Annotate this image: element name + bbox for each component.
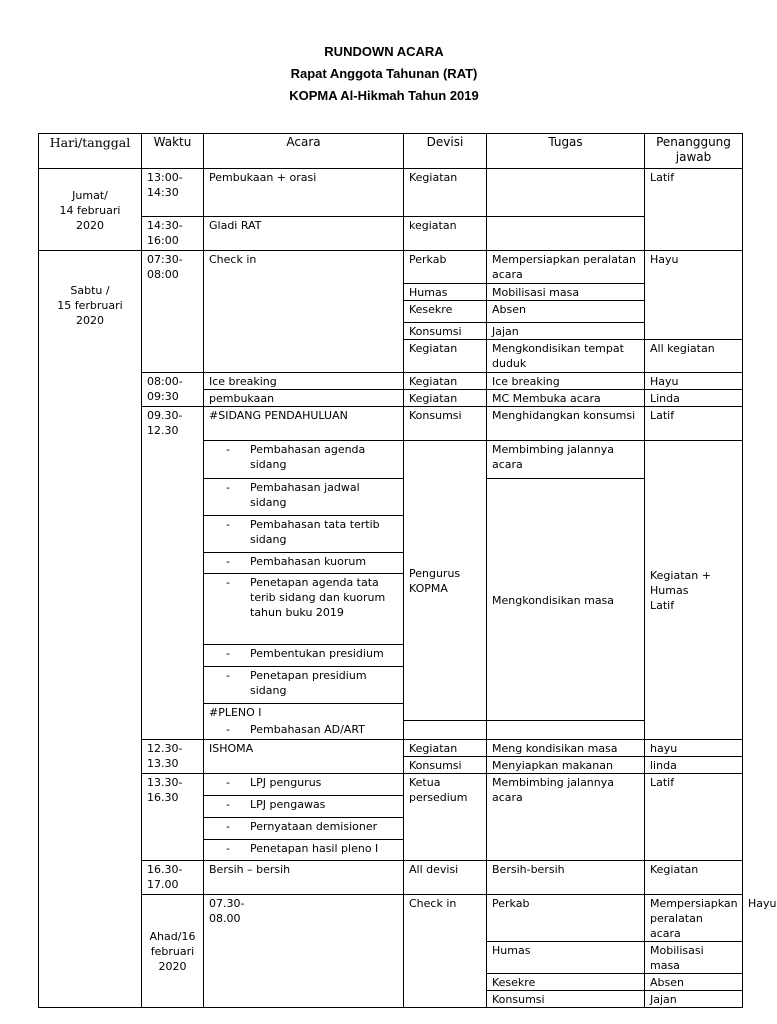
- list-item: [204, 818, 404, 840]
- doc-org-year: KOPMA Al-Hikmah Tahun 2019: [289, 88, 479, 103]
- waktu-cell: 14:30- 16:00: [142, 217, 204, 251]
- waktu-cell: 07:30- 08:00: [142, 251, 204, 373]
- col-header-acara: Acara: [204, 134, 404, 169]
- col-header-hari: Hari/tanggal: [39, 134, 142, 169]
- tugas-cell: Mobilisasi masa: [645, 942, 743, 974]
- devisi-cell: Kegiatan: [404, 340, 487, 373]
- table-row: [39, 169, 743, 217]
- list-item: [204, 516, 404, 553]
- devisi-cell: Konsumsi: [404, 407, 487, 441]
- dash-bullet: -: [226, 555, 230, 568]
- agenda-item-label: Penetapan hasil pleno I: [250, 842, 379, 855]
- devisi-cell: Ketua persedium: [404, 774, 487, 861]
- tugas-cell: Absen: [487, 301, 645, 323]
- tugas-cell: Menghidangkan konsumsi: [487, 407, 645, 441]
- table-row: [39, 407, 743, 441]
- agenda-item-label: Pembahasan kuorum: [250, 555, 367, 568]
- pj-cell: All kegiatan: [645, 340, 743, 373]
- devisi-cell: All devisi: [404, 861, 487, 895]
- devisi-cell: Konsumsi: [487, 991, 645, 1008]
- tugas-cell: Absen: [645, 974, 743, 991]
- tugas-cell: Bersih-bersih: [487, 861, 645, 895]
- agenda-item-label: Pernyataan demisioner: [250, 820, 378, 833]
- tugas-cell: [487, 217, 645, 251]
- table-row: Ahad/16 februari 2020 07.30- 08.00 Check in Perkab Mempersiapkan peralatan acara Hayu: [39, 895, 743, 942]
- devisi-cell: Kegiatan: [404, 373, 487, 390]
- acara-cell: ISHOMA: [204, 740, 404, 774]
- dash-bullet: -: [226, 722, 230, 736]
- dash-bullet: -: [226, 481, 230, 494]
- col-header-devisi: Devisi: [404, 134, 487, 169]
- tugas-cell: Mempersiapkan peralatan acara: [487, 251, 645, 284]
- day-cell: Sabtu / 15 ferbruari 2020: [39, 251, 142, 1008]
- list-item: [204, 574, 404, 645]
- waktu-cell: 08:00- 09:30: [142, 373, 204, 407]
- tugas-cell: Mengkondisikan masa: [487, 479, 645, 721]
- tugas-cell: Membimbing jalannya acara: [487, 774, 645, 861]
- tugas-cell: Mempersiapkan peralatan acara: [645, 895, 743, 942]
- tugas-cell: [487, 721, 645, 740]
- dash-bullet: -: [226, 647, 230, 660]
- devisi-cell: Perkab: [404, 251, 487, 284]
- devisi-cell: [404, 721, 487, 740]
- devisi-cell: Kegiatan: [404, 390, 487, 407]
- rundown-table: [38, 133, 777, 1008]
- dash-bullet: -: [226, 576, 230, 589]
- agenda-item-label: Penetapan presidium sidang: [250, 669, 367, 697]
- acara-cell: Check in: [404, 895, 487, 1008]
- pj-cell: linda: [645, 757, 743, 774]
- table-row: [39, 740, 743, 757]
- agenda-item-label: Pembentukan presidium: [250, 647, 384, 660]
- pj-cell: Hayu: [645, 251, 743, 340]
- pleno-heading: #PLENO I: [204, 704, 404, 721]
- table-row: [39, 373, 743, 390]
- dash-bullet: -: [226, 798, 230, 811]
- waktu-cell: 12.30- 13.30: [142, 740, 204, 774]
- waktu-cell: 09.30- 12.30: [142, 407, 204, 740]
- tugas-cell: [487, 169, 645, 217]
- dash-bullet: -: [226, 443, 230, 456]
- list-item: [204, 840, 404, 861]
- waktu-cell: 07.30- 08.00: [204, 895, 404, 1008]
- waktu-cell: 16.30- 17.00: [142, 861, 204, 895]
- agenda-item-label: Pembahasan jadwal sidang: [250, 481, 360, 509]
- tugas-cell: Mobilisasi masa: [487, 284, 645, 301]
- pj-cell: Latif: [645, 774, 743, 861]
- pj-cell: Linda: [645, 390, 743, 407]
- acara-cell: Pembukaan + orasi: [204, 169, 404, 217]
- day-cell: Ahad/16 februari 2020: [142, 895, 204, 1008]
- devisi-cell: Pengurus KOPMA: [404, 441, 487, 721]
- dash-bullet: -: [226, 776, 230, 789]
- pj-cell: Kegiatan: [645, 861, 743, 895]
- agenda-item-label: LPJ pengurus: [250, 776, 322, 789]
- list-item: [204, 441, 404, 479]
- pj-cell: Hayu: [645, 373, 743, 390]
- list-item: [204, 667, 404, 704]
- tugas-cell: MC Membuka acara: [487, 390, 645, 407]
- pj-cell: Kegiatan + Humas Latif: [645, 441, 743, 740]
- devisi-cell: Konsumsi: [404, 757, 487, 774]
- agenda-item-label: LPJ pengawas: [250, 798, 326, 811]
- devisi-cell: Kegiatan: [404, 169, 487, 217]
- acara-cell: pembukaan: [204, 390, 404, 407]
- acara-cell: Ice breaking: [204, 373, 404, 390]
- acara-cell: Gladi RAT: [204, 217, 404, 251]
- pj-cell: Latif: [645, 169, 743, 251]
- tugas-cell: Membimbing jalannya acara: [487, 441, 645, 479]
- devisi-cell: Kegiatan: [404, 740, 487, 757]
- table-header-row: [39, 134, 743, 169]
- dash-bullet: -: [226, 669, 230, 682]
- acara-cell: Bersih – bersih: [204, 861, 404, 895]
- day-cell: Jumat/ 14 februari 2020: [39, 169, 142, 251]
- tugas-cell: Mengkondisikan tempat duduk: [487, 340, 645, 373]
- col-header-pj: Penanggung jawab: [645, 134, 743, 169]
- col-header-tugas: Tugas: [487, 134, 645, 169]
- tugas-cell: Jajan: [645, 991, 743, 1008]
- devisi-cell: Humas: [404, 284, 487, 301]
- list-item: [204, 479, 404, 516]
- tugas-cell: Menyiapkan makanan: [487, 757, 645, 774]
- devisi-cell: kegiatan: [404, 217, 487, 251]
- col-header-waktu: Waktu: [142, 134, 204, 169]
- devisi-cell: Kesekre: [487, 974, 645, 991]
- list-item: [204, 774, 404, 796]
- table-row: [39, 251, 743, 284]
- dash-bullet: -: [226, 518, 230, 531]
- list-item: [204, 796, 404, 818]
- doc-title: RUNDOWN ACARA: [324, 44, 444, 59]
- agenda-item-label: Pembahasan agenda sidang: [250, 443, 366, 471]
- list-item: [204, 645, 404, 667]
- dash-bullet: -: [226, 820, 230, 833]
- agenda-item-label: Pembahasan tata tertib sidang: [250, 518, 380, 546]
- acara-cell: #SIDANG PENDAHULUAN: [204, 407, 404, 441]
- waktu-cell: 13:00- 14:30: [142, 169, 204, 217]
- table-row: [39, 861, 743, 895]
- waktu-cell: 13.30- 16.30: [142, 774, 204, 861]
- agenda-item-label: Pembahasan AD/ART: [250, 722, 365, 736]
- agenda-item-label: Penetapan agenda tata terib sidang dan kuorum tahun buku 2019: [250, 576, 386, 619]
- devisi-cell: Perkab: [487, 895, 645, 942]
- devisi-cell: Humas: [487, 942, 645, 974]
- tugas-cell: Meng kondisikan masa: [487, 740, 645, 757]
- dash-bullet: -: [226, 842, 230, 855]
- devisi-cell: Konsumsi: [404, 323, 487, 340]
- tugas-cell: Jajan: [487, 323, 645, 340]
- pj-cell: hayu: [645, 740, 743, 757]
- table-row: [39, 774, 743, 796]
- acara-cell: Check in: [204, 251, 404, 373]
- devisi-cell: Kesekre: [404, 301, 487, 323]
- pj-cell: Latif: [645, 407, 743, 441]
- list-item: [204, 721, 404, 740]
- table-row: [39, 217, 743, 251]
- tugas-cell: Ice breaking: [487, 373, 645, 390]
- doc-subtitle: Rapat Anggota Tahunan (RAT): [290, 66, 478, 81]
- list-item: [204, 553, 404, 574]
